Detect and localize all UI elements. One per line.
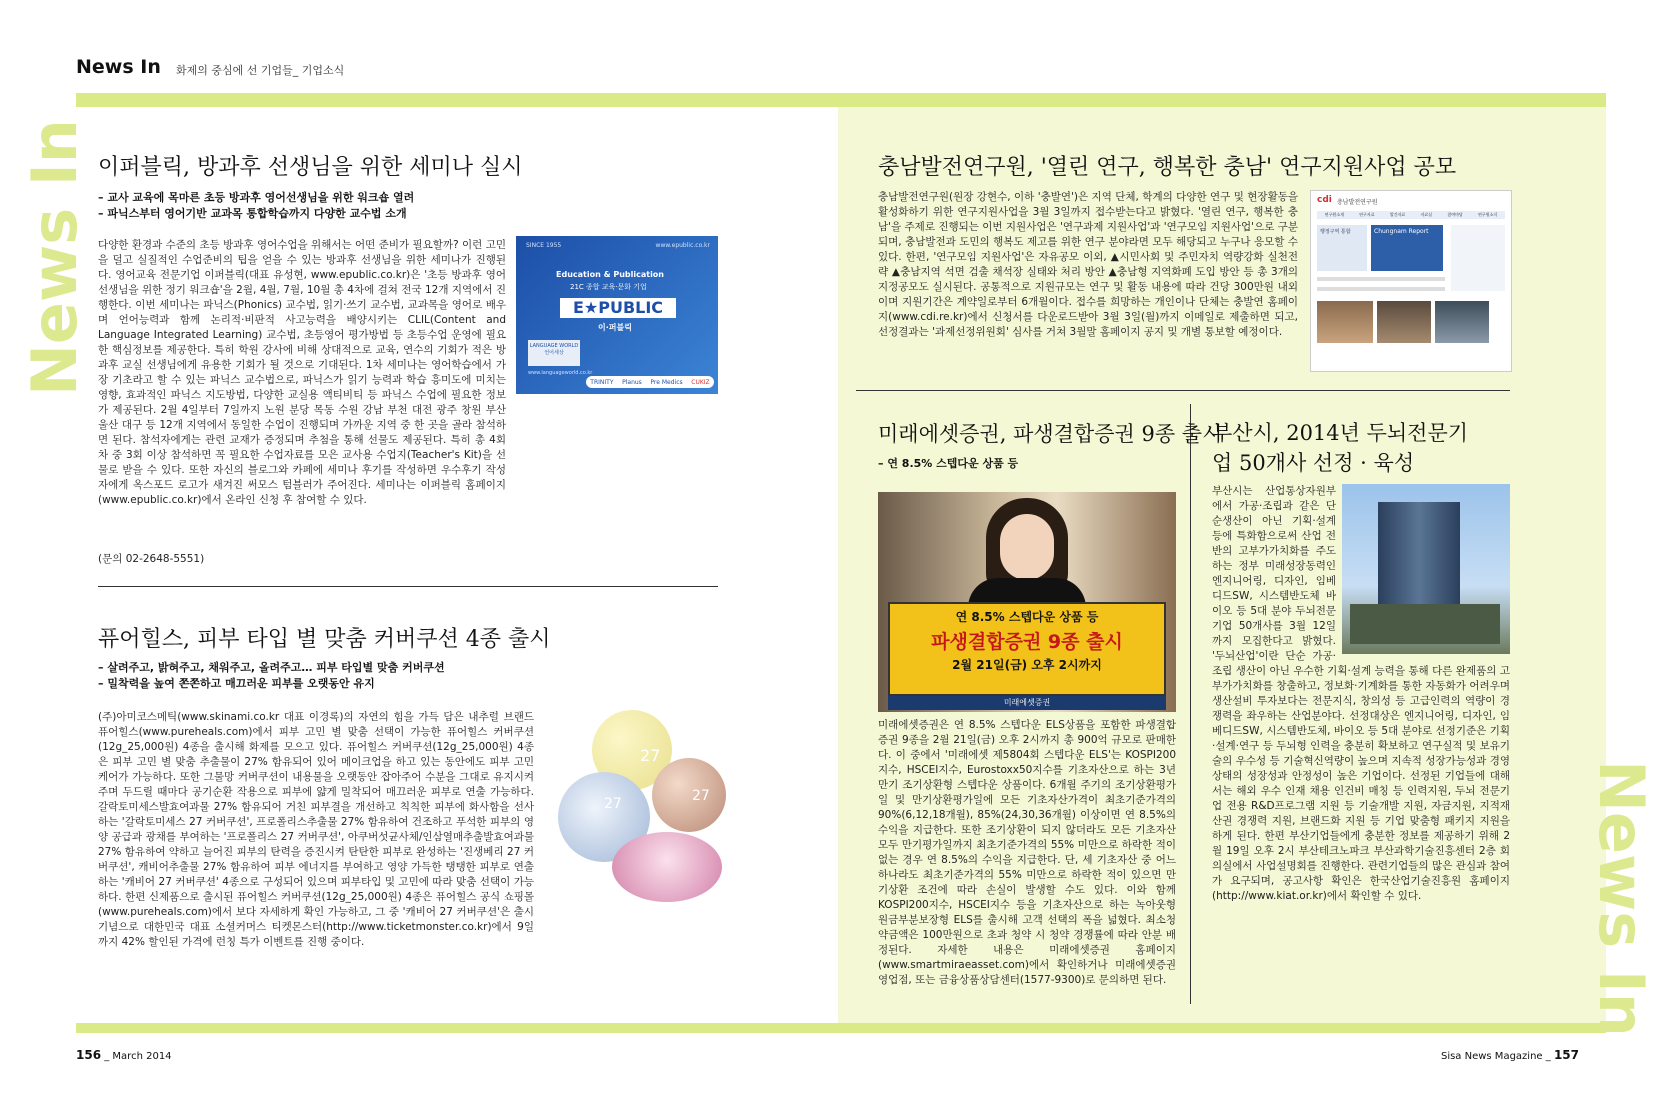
cdi-site-logo: cdi — [1317, 195, 1332, 205]
header-brand: News In — [76, 56, 161, 78]
pureheals-sub-2: – 밀착력을 높여 쫀쫀하고 매끄러운 피부를 오랫동안 유지 — [98, 677, 375, 690]
pureheals-subheads — [98, 660, 708, 692]
ad-line2: 21C 종합 교육·문화 기업 — [570, 283, 647, 291]
cdi-site-banner-en: Chungnam Report — [1371, 225, 1443, 271]
cdi-site-sidebar — [1451, 225, 1505, 291]
mirae-body: 미래에셋증권은 연 8.5% 스텝다운 ELS상품을 포함한 파생결합증권 9종을 2월 21일(금) 오후 2시까지 총 900억 규모로 판매한다. 이 중에서 '미래에셋 제5804회 스텝다운 ELS'는 KOSPI200지수, HSCEI지수, Eurostoxx50지수를 기초자산으로 하는 3년 만기 조기상환형 스텝다운 상품이다. 6개월 주기의 조기상환평가일 및 만기상환평가일에 모든 기초자산가격이 최초기준가격의 90%(6,12,18개월), 85%(24,30,36개월) 이상이면 연 8.5%의 수익을 지급한다. 또한 조기상환이 되지 않더라도 모든 기초자산 모두 만기평가일까지 최초기준가격의 55% 미만으로 하락한 적이 없는 경우 연 8.5%의 수익을 지급한다. 단, 세 기초자산 중 어느 하나라도 최초기준가격의 55% 미만으로 하락한 적이 있으면 만기상환 조건에 따라 손실이 발생할 수도 있다. 이와 함께 KOSPI200지수, HSCEI지수 등을 기초자산으로 하는 녹아웃형 원금부분보장형 ELS를 출시해 고객 선택의 폭을 넓혔다. 최소청약금액은 100만원으로 초과 청약 시 청약 경쟁률에 따라 안분 배정된다. 자세한 내용은 미래에셋증권 홈페이지(www.smartmiraeasset.com)에서 확인하거나 미래에셋증권 영업점, 또는 금융상품상담센터(1577-9300)로 문의하면 된다. — [878, 719, 1176, 986]
cushion-blue: 27 — [558, 772, 650, 862]
cdi-site-photo-1 — [1317, 301, 1373, 343]
ad-brand-4: CUKIZ — [691, 378, 710, 386]
cushion-rose: 27 — [652, 758, 726, 832]
cdi-site-photo-3 — [1435, 301, 1489, 343]
board-line4: 미래에셋증권 — [888, 696, 1166, 710]
ad-brand-1: TRINITY — [590, 378, 614, 386]
epublic-sub-2: – 파닉스부터 영어기반 교과목 통합학습까지 다양한 교수법 소개 — [98, 207, 407, 220]
person-face — [1000, 514, 1054, 580]
ad-brand-3: Pre Medics — [650, 378, 683, 386]
busan-body — [1212, 484, 1510, 1004]
epublic-body-bottom — [98, 404, 716, 514]
divider-left — [98, 586, 718, 587]
ad-brands — [586, 376, 714, 388]
divider-vertical — [1190, 404, 1191, 1004]
cdi-site-name: 충남발전연구원 — [1337, 199, 1378, 206]
header-subtitle: 화제의 중심에 선 기업들_ 기업소식 — [176, 64, 345, 77]
board-line1: 연 8.5% 스텝다운 상품 등 — [955, 610, 1099, 624]
pureheals-title: 퓨어힐스, 피부 타입 별 맞춤 커버쿠션 4종 출시 — [98, 627, 551, 652]
busan-body-text: 부산시는 산업통상자원부에서 가공·조립과 같은 단순생산이 아닌 기획·설계 등에 특화함으로써 산업 전반의 고부가가치화를 주도하는 정부 미래성장동력인 엔지니어링, 디자인, 임베디드SW, 시스템반도체 바이오 등 5대 분야 두뇌전문기업 50개사를 3월 12일까지 모집한다고 밝혔다. '두뇌산업'이란 단순 가공·조립 생산이 아닌 우수한 기획·설계 능력을 통해 다른 완제품의 고부가가치화를 창출하고, 정보화·기계화를 통한 자동화가 어려우며 생산설비 투자보다는 전문지식, 창의성 등 고급인력의 역량이 경쟁력을 좌우하는 산업분야다. 선정대상은 엔지니어링, 디자인, 임베디드SW, 시스템반도체, 바이오 등 5대 분야로 선정기준은 기획·설계·연구 등 두뇌형 인력을 충분히 확보하고 연구실적 및 보유기술의 우수성 등 기술혁신역량이 높으며 지속적 성장가능성과 경영상태의 성장성과 안정성이 높은 기업이다. 선정된 기업들에 대해서는 해외 우수 인재 채용 인건비 매칭 등 인력지원, 두뇌 전문기업 전용 R&D프로그램 지원 등 기술개발 지원, 자금지원, 지적재산권 경쟁력 지원, 브랜드화 지원 등 기업 맞춤형 패키지 지원을 하게 된다. 한편 부산기업들에게 충분한 정보를 제공하기 위해 2월 19일 오후 2시 부산테크노파크 부산과학기술진흥센터 2층 회의실에서 사업설명회를 진행한다. 관련기업들의 많은 관심과 참여가 요구되며, 공고사항 확인은 한국산업기술진흥원 홈페이지(http://www.kiat.or.kr)에서 확인할 수 있다. — [1212, 485, 1510, 902]
ad-logo-kr: 이·퍼블릭 — [598, 323, 632, 332]
pureheals-body: (주)아미코스메틱(www.skinami.co.kr 대표 이경록)의 자연의 힘을 가득 담은 내추럴 브랜드 퓨어힐스(www.pureheals.com)에서 피부 고민 별 맞춤 선택이 가능한 퓨어힐스 커버쿠션(12g_25,000원) 4종을 출시해 화제를 모으고 있다. 퓨어힐스 커버쿠션(12g_25,000원) 4종은 피부 고민 별 맞춤 추출물이 27% 함유되어 있어 메이크업을 하고 있는 동안에도 피부 고민 케어가 가능하다. 또한 그물망 커버쿠션이 내용물을 오랫동안 잡아주어 수분을 그대로 유지시켜 주며 두드릴 때마다 공기순환 작용으로 피부에 얇게 밀착되어 매끄러운 피부로 연출 가능하다. 갈락토미세스발효여과물 27% 함유되어 거친 피부결을 개선하고 칙칙한 피부에 화사함을 선사하는 '갈락토미세스 27 커버쿠션', 프로폴리스추출물 27% 함유하여 건조하고 푸석한 피부의 영양 공급과 광채를 부여하는 '프로폴리스 27 커버쿠션', 아쿠버섯균사체/인삼열매추출발효여과물 27% 함유하여 약하고 늘어진 피부의 탄력을 증진시켜 탄탄한 피부로 완성하는 '진생베리 27 커버쿠션', 캐비어추출물 27% 함유하여 피부 에너지를 부여하고 영양 가득한 탱탱한 피부로 연출하는 '캐비어 27 커버쿠션' 4종으로 구성되어 있으며 피부타입 및 고민에 따라 맞춤 선택이 가능하다. 한편 신제품으로 출시된 퓨어힐스 커버쿠션(12g_25,000원) 4종은 퓨어힐스 공식 쇼핑몰(www.pureheals.com)에서 보다 자세하게 확인 가능하고, 그 중 '캐비어 27 커버쿠션'은 출시 기념으로 대한민국 대표 소셜커머스 티켓몬스터(http://www.ticketmonster.co.kr)에서 9일까지 42% 할인된 가격에 런칭 특가 이벤트를 진행 중이다. — [98, 711, 534, 948]
cdi-site-menu: 연구원소개 연구자료 발간자료 자료실 참여마당 연구원소식 — [1317, 211, 1505, 219]
side-label-right: News In — [1585, 760, 1658, 1037]
epublic-body-top: 다양한 환경과 수준의 초등 방과후 영어수업을 위해서는 어떤 준비가 필요할까? 이런 고민을 덜고 실질적인 수업준비의 팁을 얻을 수 있는 방과후 선생님을 위한 세미나가 진행된다. 영어교육 전문기업 이퍼블릭(대표 유성현, www.epublic.co.kr)은 '초등 방과후 영어선생님을 위한 정기 워크숍'을 2월, 4월, 7월, 10월 총 4차에 걸쳐 전국 12개 지역에서 진행한다. 이번 세미나는 파닉스(Phonics) 교수법, 읽기·쓰기 교수법, 교과목을 영어로 배우며 언어능력과 함께 논리적·비판적 사고능력을 배양시키는 CLIL(Content and Language Integrated Learning) 교수법, 초등영어 평가방법 등 초등수업 운영에 필요한 핵심정보를 제공한다. 특히 학원 강사에 비해 상대적으로 교육, 연수의 기회가 적은 방과후 교실 선생님에게 유용한 기회가 될 것으로 기대된다. 1차 세미나는 영어학습에서 가장 기초라고 할 수 있는 파닉스 교수법으로, 파닉스가 읽기 능력과 학습 흥미도에 미치는 영향, 효과적인 파닉스 지도방법, 다양한 교실용 액티비티 등 파닉스 수업에 필요한 정보가 제공된다. 2월 4일부터 7일까지 노원 분당 목동 수원 강남 부천 대전 광주 창원 부산 울산 대구 등 12개 지역에서 동일한 수업이 진행되며 가까운 지역 중 한 곳을 골라 참석하면 된다. 참석자에게는 관련 교재가 증정되며 추첨을 통해 선물도 제공된다. 특히 총 4회차 중 3회 이상 참석하면 꼭 필요한 수업자료를 모은 교사용 수업지(Teacher's Kit)을 선물로 받을 수 있다. 또한 자신의 블로그와 카페에 세미나 후기를 작성하면 우수후기 작성자에게 옥스포드 로고가 새겨진 써모스 텀블러가 주어진다. 세미나는 이퍼블릭 홈페이지(www.epublic.co.kr)에서 온라인 신청 후 참여할 수 있다. — [98, 239, 506, 506]
footer-right — [1441, 1048, 1579, 1062]
epublic-contact: (문의 02-2648-5551) — [98, 553, 205, 565]
ad-brand-2: Planus — [622, 378, 642, 386]
bottom-accent-bar — [76, 1023, 1606, 1033]
epublic-title: 이퍼블릭, 방과후 선생님을 위한 세미나 실시 — [98, 155, 523, 180]
divider-right — [856, 390, 1510, 391]
cdi-site-photo-2 — [1377, 301, 1431, 343]
ad-since: SINCE 1955 — [526, 242, 562, 249]
ad-logo: E★PUBLIC — [560, 298, 676, 318]
cdi-body: 충남발전연구원(원장 강현수, 이하 '충발연')은 지역 단체, 학계의 다양한 연구 및 현장활동을 활성화하기 위한 연구지원사업을 3월 3일까지 접수받는다고 밝혔다. '열린 연구, 행복한 충남'을 주제로 진행되는 이번 지원사업은 '연구과제 지원사업'과 '연구모임 지원사업'으로 구분되며, 충남발전과 도민의 행복도 제고를 위한 연구 분야라면 모두 해당되고 누구나 응모할 수 있다. 한편, '연구모임 지원사업'은 자유공모 이외, ▲시민사회 및 주민자치 역량강화 실천전략 ▲충남지역 석면 검출 채석장 실태와 처리 방안 ▲충남형 지역화폐 도입 방안 등 총 3개의 지정공모도 실시된다. 공통적으로 지원규모는 연구 및 활동 내용에 따라 건당 300만원 내외이며 지원기간은 계약일로부터 6개월이다. 접수를 희망하는 개인이나 단체는 충발연 홈페이지(www.cdi.re.kr)에서 신청서를 다운로드받아 3월 3일(월)까지 이메일로 제출하면 되고, 선정결과는 '과제선정위원회' 심사를 거쳐 3월말 홈페이지 공지 및 개별 통보할 예정이다. — [878, 191, 1298, 338]
pureheals-body-bottom — [98, 946, 716, 1002]
cushion-yellow: 27 — [592, 710, 672, 790]
busan-title: 부산시, 2014년 두뇌전문기업 50개사 선정 · 육성 — [1212, 421, 1469, 475]
side-label-left: News In — [18, 119, 91, 396]
ad-line1: Education & Publication — [556, 270, 664, 279]
magazine-label: Sisa News Magazine _ — [1440, 1051, 1551, 1062]
epublic-sub-1: – 교사 교육에 목마른 초등 방과후 영어선생님을 위한 워크숍 열려 — [98, 191, 415, 204]
epublic-ad-image — [516, 236, 718, 394]
ad-badge2: 언어세상 — [544, 350, 564, 356]
cushion-pink — [612, 832, 722, 902]
cushion-products-image — [552, 702, 722, 922]
ad-url: www.epublic.co.kr — [655, 242, 710, 249]
footer-left — [76, 1048, 172, 1062]
board-line3: 2월 21일(금) 오후 2시까지 — [952, 658, 1102, 672]
board-line2: 파생결합증권 9종 출시 — [931, 631, 1123, 653]
mirae-title: 미래에셋증권, 파생결합증권 9종 출시 — [878, 422, 1223, 446]
cdi-site-banner-kr: 행정구역 통합 — [1317, 225, 1367, 271]
mirae-sub: – 연 8.5% 스텝다운 상품 등 — [878, 457, 1019, 470]
cdi-title: 충남발전연구원, '열린 연구, 행복한 충남' 연구지원사업 공모 — [878, 155, 1457, 180]
cdi-website-image — [1310, 190, 1512, 372]
ad-badge — [528, 340, 580, 366]
pureheals-sub-1: – 살려주고, 밝혀주고, 채워주고, 올려주고… 피부 타입별 맞춤 커버쿠션 — [98, 661, 445, 674]
epublic-subheads — [98, 190, 708, 222]
ad-badge1: LANGUAGE WORLD — [529, 343, 579, 349]
page-number-left: 156 — [76, 1048, 102, 1062]
top-accent-bar — [76, 93, 1606, 107]
issue-label: _ March 2014 — [104, 1051, 172, 1062]
page-number-right: 157 — [1553, 1048, 1579, 1062]
ad-bottom-url: www.languageworld.co.kr — [528, 370, 593, 376]
mirae-board — [888, 602, 1166, 696]
mirae-photo — [878, 492, 1176, 712]
